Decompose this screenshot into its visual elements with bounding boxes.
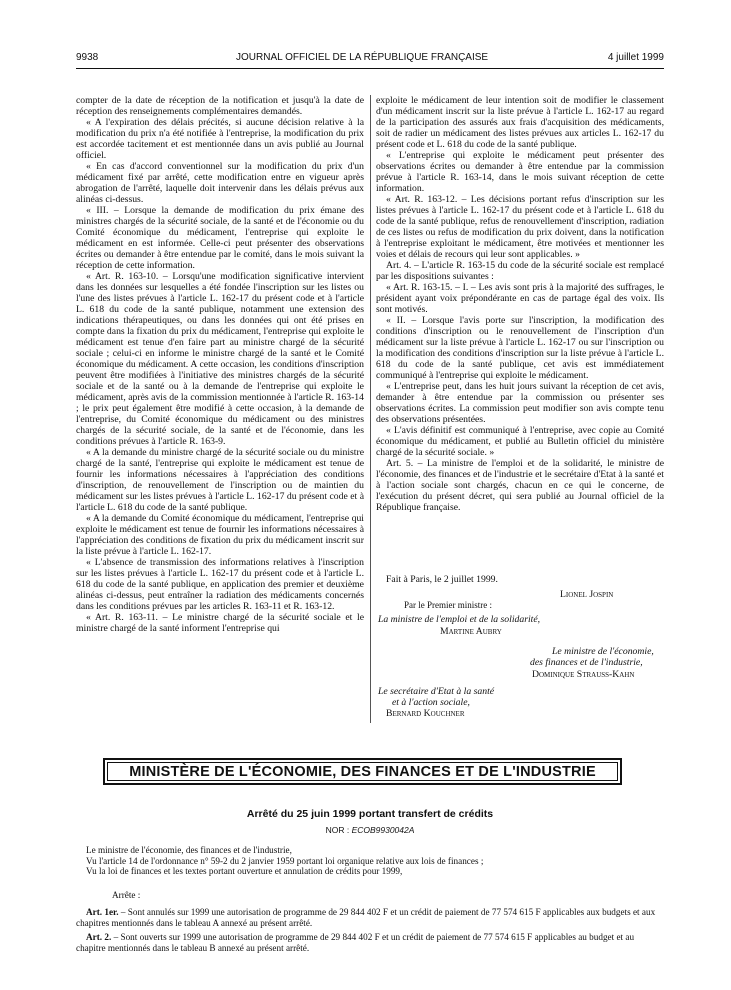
paragraph: « L'entreprise peut, dans les huit jours suivant la réception de cet avis, demander à être entendue par la commission ou présenter ses observations écrites. La commission peut modifier son avis compte tenu des observations présentées. — [376, 381, 664, 425]
paragraph: compter de la date de réception de la notification et jusqu'à la date de réception des renseignements complémentaires demandés. — [76, 95, 364, 117]
publication-date: 4 juillet 1999 — [607, 52, 664, 63]
paragraph: « L'avis définitif est communiqué à l'entreprise, avec copie au Comité économique du médicament, et publié au Bulletin officiel du ministère chargé de la sécurité sociale. » — [376, 425, 664, 458]
sante-title: Le secrétaire d'Etat à la santé — [378, 686, 495, 697]
section-banner-title: MINISTÈRE DE L'ÉCONOMIE, DES FINANCES ET DE L'INDUSTRIE — [107, 762, 618, 781]
paragraph: « Art. R. 163-15. – I. – Les avis sont pris à la majorité des suffrages, le président ayant voix prépondérante en cas de partage égal des voix. Ils sont motivés. — [376, 282, 664, 315]
header-rule — [76, 68, 664, 69]
paragraph: « Art. R. 163-12. – Les décisions portant refus d'inscription sur les listes prévues à l'article L. 162-17 du présent code et à l'article L. 618 du code de la santé publique, refus de renouvellement d'inscription, radiation de ces listes ou refus de modification du prix doivent, dans la notification à l'entreprise exploitant le médicament, être motivées et mentionner les voies et délais de recours qui leur sont applicables. » — [376, 194, 664, 260]
pm-name: Lionel Jospin — [560, 589, 614, 600]
preamble-line: Vu l'article 14 de l'ordonnance n° 59-2 du 2 janvier 1959 portant loi organique relative aux lois de finances ; — [86, 855, 484, 866]
page-header — [76, 52, 664, 68]
article-2-label: Art. 2. — [86, 932, 112, 942]
paragraph: « A la demande du Comité économique du médicament, l'entreprise qui exploite le médicament est tenue de fournir les informations nécessaires à l'appréciation des conditions de fixation du prix du médicament inscrit sur la liste prévue à l'article L. 162-17. — [76, 513, 364, 557]
paragraph: « En cas d'accord conventionnel sur la modification du prix d'un médicament fixé par arrêté, cette modification entre en vigueur après abrogation de l'arrêté, laquelle doit intervenir dans les délais prévus aux alinéas ci-dessus. — [76, 161, 364, 205]
paragraph: Art. 4. – L'article R. 163-15 du code de la sécurité sociale est remplacé par les dispositions suivantes : — [376, 260, 664, 282]
preamble-line: Vu la loi de finances et les textes portant ouverture et annulation de crédits pour 1999, — [86, 866, 403, 876]
eco-title: Le ministre de l'économie, — [552, 646, 654, 657]
emploi-title: La ministre de l'emploi et de la solidarité, — [378, 614, 541, 625]
article-1-label: Art. 1er. — [86, 907, 119, 917]
eco-name: Dominique Strauss-Kahn — [532, 669, 635, 680]
nor-reference — [76, 825, 664, 835]
paragraph: « Art. R. 163-11. – Le ministre chargé de la sécurité sociale et le ministre chargé de la santé informent l'entreprise qui — [76, 612, 364, 634]
arrete-preamble — [86, 845, 664, 877]
paragraph: « L'entreprise qui exploite le médicament peut présenter des observations écrites ou demander à être entendue par la commission prévue à l'article R. 163-14, dans le mois suivant réception de cette information. — [376, 150, 664, 194]
emploi-name: Martine Aubry — [440, 626, 502, 637]
paragraph: « A l'expiration des délais précités, si aucune décision relative à la modification du prix n'a été notifiée à l'entreprise, la modification du prix est accordée tacitement et est mentionnée dans un avis publié au Journal officiel. — [76, 117, 364, 161]
place-date: Fait à Paris, le 2 juillet 1999. — [386, 574, 498, 585]
journal-title: JOURNAL OFFICIEL DE LA RÉPUBLIQUE FRANÇAISE — [236, 52, 489, 63]
preamble-line: Le ministre de l'économie, des finances et de l'industrie, — [86, 845, 292, 855]
sante-title-2: et à l'action sociale, — [392, 697, 470, 708]
paragraph: « Art. R. 163-10. – Lorsqu'une modification significative intervient dans les données sur lesquelles a été fondée l'inscription sur les listes ou l'une des listes prévues à l'article L. 162-17 du présent code et à l'article L. 618 du code de la santé publique, notamment une extension des indications thérapeutiques, ou dans les données qui ont été prises en compte dans la fixation du prix du médicament, l'entreprise qui exploite le médicament est tenue d'en faire part au ministre chargé de la sécurité sociale ; celui-ci en informe le ministre chargé de la santé et le Comité économique du médicament. A cette occasion, les conditions d'inscription peuvent être modifiées à l'initiative des ministres chargés de la sécurité sociale et de la santé ou à la demande de l'entreprise qui exploite le médicament, après avis de la commission mentionnée à l'article R. 163-14 ; le prix peut également être modifié à cette occasion, à la demande de l'entreprise, du Comité économique du médicament ou des ministres chargés de la sécurité sociale, de la santé et de l'économie, dans les conditions prévues à l'article R. 163-9. — [76, 271, 364, 447]
eco-title-2: des finances et de l'industrie, — [530, 657, 643, 668]
left-column — [76, 95, 364, 634]
arrete-word: Arrête : — [112, 890, 141, 900]
article-1 — [76, 907, 664, 928]
paragraph: « L'absence de transmission des informations relatives à l'inscription sur les listes prévues à l'article L. 162-17 du présent code et à l'article L. 618 du code de la santé publique, en application des premier et deuxième alinéas ci-dessus, peut entraîner la radiation des médicaments concernés dans les conditions prévues par les articles R. 163-11 et R. 163-12. — [76, 557, 364, 612]
article-1-text: – Sont annulés sur 1999 une autorisation de programme de 29 844 402 F et un crédit de paiement de 77 574 615 F applicables aux budgets et aux chapitres mentionnés dans le tableau A annexé au présent arrêté. — [76, 907, 656, 928]
paragraph: « A la demande du ministre chargé de la sécurité sociale ou du ministre chargé de la santé, l'entreprise qui exploite le médicament est tenue de fournir les informations nécessaires à l'appréciation des conditions d'inscription, de renouvellement de l'inscription ou de maintien du médicament sur les listes prévues à l'article L. 162-17 du présent code et à l'article L. 618 du code de la santé publique. — [76, 447, 364, 513]
pm-intro: Par le Premier ministre : — [404, 600, 492, 610]
sante-name: Bernard Kouchner — [386, 708, 465, 719]
paragraph: exploite le médicament de leur intention soit de modifier le classement d'un médicament inscrit sur la liste prévue à l'article L. 162-17 au regard de la participation des assurés aux frais d'acquisition des médicaments, soit de radier un médicament des listes prévues aux articles L. 162-17 du présent code et L. 618 du code de la santé publique. — [376, 95, 664, 150]
nor-code: ECOB9930042A — [351, 825, 415, 835]
paragraph: « III. – Lorsque la demande de modification du prix émane des ministres chargés de la sécurité sociale, de la santé et de l'économie ou du Comité économique du médicament, l'entreprise qui exploite le médicament en est informée. Celle-ci peut présenter des observations écrites ou demander à être entendue par le comité, dans le mois suivant la réception de cette information. — [76, 205, 364, 271]
section-banner — [103, 758, 622, 785]
column-divider — [370, 95, 371, 723]
right-column — [376, 95, 664, 513]
article-2-text: – Sont ouverts sur 1999 une autorisation de programme de 29 844 402 F et un crédit de paiement de 77 574 615 F applicables au budget et au chapitre mentionnés dans le tableau B annexé au présent arrêté. — [76, 932, 635, 953]
article-2 — [76, 932, 664, 953]
paragraph: Art. 5. – La ministre de l'emploi et de la solidarité, le ministre de l'économie, des finances et de l'industrie et le secrétaire d'Etat à la santé et à l'action sociale sont chargés, chacun en ce qui le concerne, de l'exécution du présent décret, qui sera publié au Journal officiel de la République française. — [376, 458, 664, 513]
arrete-title: Arrêté du 25 juin 1999 portant transfert de crédits — [246, 808, 494, 820]
nor-label: NOR : — [325, 825, 350, 835]
paragraph: « II. – Lorsque l'avis porte sur l'inscription, la modification des conditions d'inscription ou le renouvellement de l'inscription d'un médicament sur la liste prévue à l'article L. 162-17 ou sur l'inscription ou la modification des conditions d'inscription sur la liste prévue à l'article L. 618 du code de la santé publique, cet avis est immédiatement communiqué à l'entreprise qui exploite le médicament. — [376, 315, 664, 381]
page-number: 9938 — [76, 52, 99, 63]
